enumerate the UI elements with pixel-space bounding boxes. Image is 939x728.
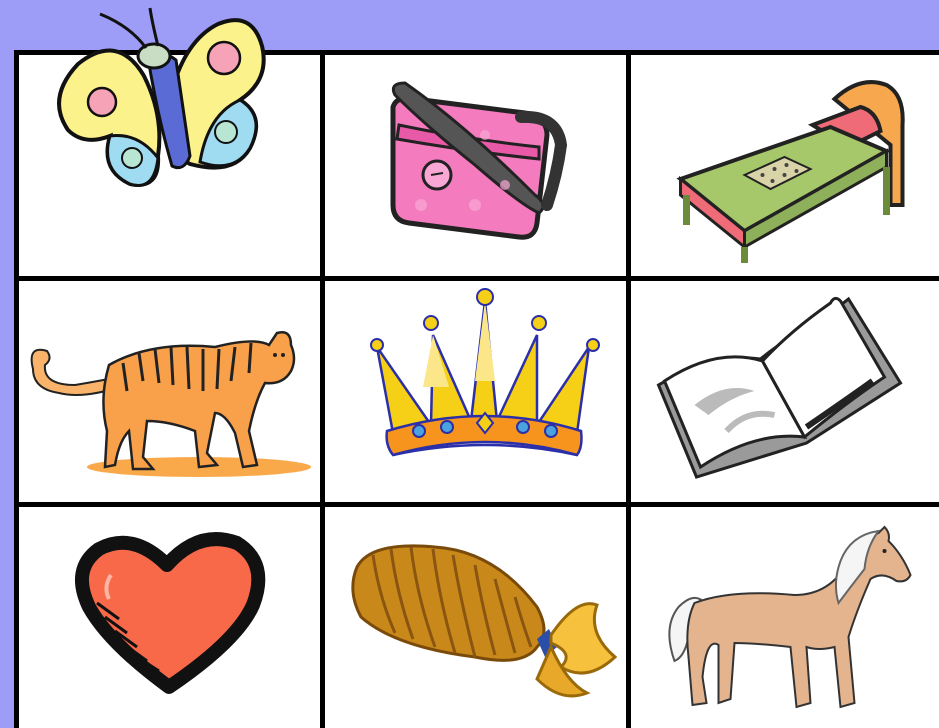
horse-icon xyxy=(631,507,939,728)
heart-icon xyxy=(19,507,320,728)
bread-loaf-icon xyxy=(325,507,626,728)
butterfly-icon xyxy=(40,6,276,212)
cell-crown[interactable] xyxy=(325,281,626,502)
handbag-icon xyxy=(325,55,626,276)
tiger-icon xyxy=(19,281,320,502)
cell-handbag[interactable] xyxy=(325,55,626,276)
cell-book[interactable] xyxy=(631,281,939,502)
cell-heart[interactable] xyxy=(19,507,320,728)
cell-bed[interactable] xyxy=(631,55,939,276)
cell-horse[interactable] xyxy=(631,507,939,728)
cell-bread[interactable] xyxy=(325,507,626,728)
cell-tiger[interactable] xyxy=(19,281,320,502)
crown-icon xyxy=(325,281,626,502)
open-book-icon xyxy=(631,281,939,502)
bed-icon xyxy=(631,55,939,276)
